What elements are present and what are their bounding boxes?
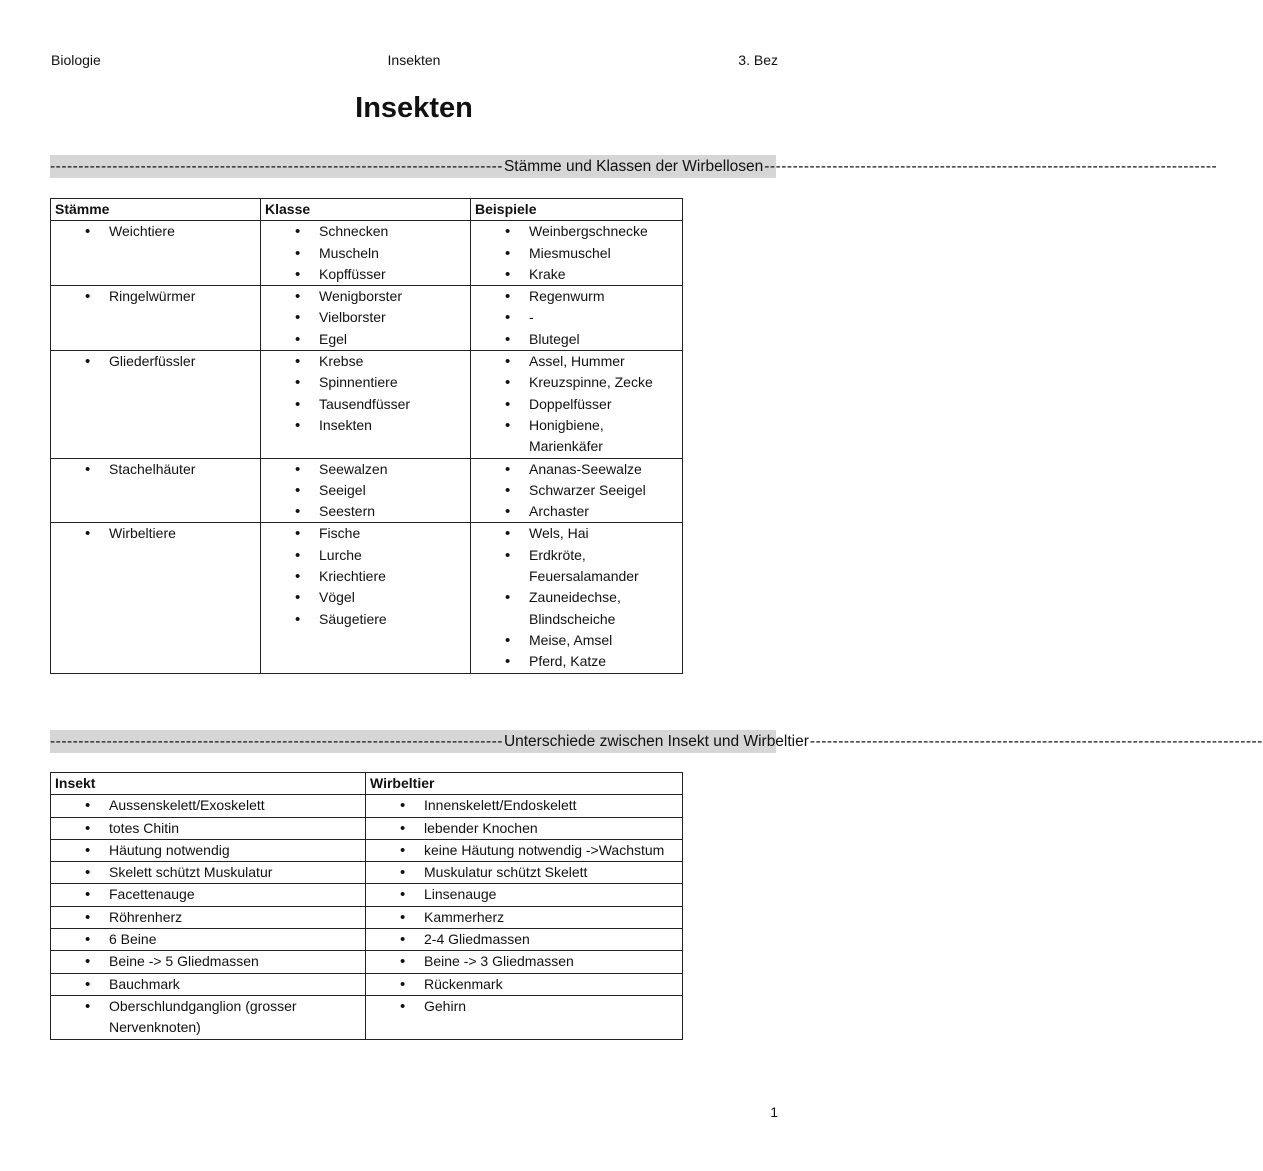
- header-topic: Insekten: [387, 52, 441, 68]
- bullet-list: [370, 840, 678, 861]
- list-item: • Vielborster: [265, 307, 466, 328]
- list-item: • Bauchmark: [55, 974, 361, 995]
- bullet-list: [55, 974, 361, 995]
- table-row: [51, 817, 683, 839]
- example-cell: [471, 458, 683, 523]
- phylum-cell: [51, 351, 261, 458]
- bullet-list: [475, 351, 678, 457]
- insect-cell: [51, 929, 366, 951]
- column-header: Stämme: [51, 199, 261, 221]
- list-item: • Gliederfüssler: [55, 351, 256, 372]
- bullet-list: [55, 929, 361, 950]
- list-item: • Oberschlundganglion (grosser Nervenknoten): [55, 996, 361, 1039]
- table-row: [51, 286, 683, 351]
- table-row: [51, 839, 683, 861]
- phylum-cell: [51, 523, 261, 673]
- section-heading-text: Stämme und Klassen der Wirbellosen: [503, 158, 764, 175]
- bullet-list: [475, 286, 678, 350]
- insect-cell: [51, 973, 366, 995]
- comparison-table: [50, 772, 683, 1040]
- header-class: 3. Bez: [738, 52, 778, 68]
- table-row: [51, 906, 683, 928]
- table-header-row: [51, 199, 683, 221]
- list-item: • Insekten: [265, 415, 466, 436]
- list-item: • Pferd, Katze: [475, 651, 678, 672]
- table-header-row: [51, 773, 683, 795]
- bullet-list: [370, 974, 678, 995]
- list-item: • Archaster: [475, 501, 678, 522]
- table-row: [51, 221, 683, 286]
- vertebrate-cell: [366, 862, 683, 884]
- vertebrate-cell: [366, 795, 683, 817]
- list-item: • Ringelwürmer: [55, 286, 256, 307]
- bullet-list: [475, 459, 678, 523]
- list-item: • totes Chitin: [55, 818, 361, 839]
- bullet-list: [55, 221, 256, 242]
- bullet-list: [265, 351, 466, 436]
- list-item: • Weichtiere: [55, 221, 256, 242]
- list-item: • Miesmuschel: [475, 243, 678, 264]
- bullet-list: [265, 221, 466, 285]
- list-item: • Muscheln: [265, 243, 466, 264]
- list-item: • Wels, Hai: [475, 523, 678, 544]
- list-item: • Wenigborster: [265, 286, 466, 307]
- dash-rule: --------------------------------------------------------------------------------: [764, 158, 1218, 175]
- insect-cell: [51, 862, 366, 884]
- bullet-list: [475, 523, 678, 672]
- phylum-cell: [51, 458, 261, 523]
- dash-rule: --------------------------------------------------------------------------------: [50, 733, 503, 750]
- insect-cell: [51, 995, 366, 1039]
- bullet-list: [55, 884, 361, 905]
- list-item: • Doppelfüsser: [475, 394, 678, 415]
- list-item: • -: [475, 307, 678, 328]
- class-cell: [261, 351, 471, 458]
- insect-cell: [51, 884, 366, 906]
- list-item: • Häutung notwendig: [55, 840, 361, 861]
- list-item: • Gehirn: [370, 996, 678, 1017]
- table-row: [51, 951, 683, 973]
- vertebrate-cell: [366, 929, 683, 951]
- list-item: • Wirbeltiere: [55, 523, 256, 544]
- bullet-list: [370, 818, 678, 839]
- list-item: • Stachelhäuter: [55, 459, 256, 480]
- list-item: • Innenskelett/Endoskelett: [370, 795, 678, 816]
- class-cell: [261, 221, 471, 286]
- bullet-list: [55, 951, 361, 972]
- bullet-list: [370, 929, 678, 950]
- bullet-list: [55, 840, 361, 861]
- list-item: • Kopffüsser: [265, 264, 466, 285]
- column-header: Insekt: [51, 773, 366, 795]
- bullet-list: [265, 286, 466, 350]
- list-item: • Ananas-Seewalze: [475, 459, 678, 480]
- vertebrate-cell: [366, 884, 683, 906]
- vertebrate-cell: [366, 951, 683, 973]
- bullet-list: [370, 862, 678, 883]
- bullet-list: [55, 459, 256, 480]
- table-row: [51, 795, 683, 817]
- list-item: • Kriechtiere: [265, 566, 466, 587]
- bullet-list: [370, 996, 678, 1017]
- dash-rule: --------------------------------------------------------------------------------: [809, 733, 1263, 750]
- list-item: • Erdkröte, Feuersalamander: [475, 545, 678, 588]
- bullet-list: [370, 951, 678, 972]
- list-item: • Kreuzspinne, Zecke: [475, 372, 678, 393]
- table-row: [51, 351, 683, 458]
- list-item: • Honigbiene, Marienkäfer: [475, 415, 678, 458]
- table-row: [51, 523, 683, 673]
- table-row: [51, 884, 683, 906]
- class-cell: [261, 523, 471, 673]
- list-item: • Facettenauge: [55, 884, 361, 905]
- example-cell: [471, 523, 683, 673]
- header-subject: Biologie: [51, 52, 101, 68]
- list-item: • Lurche: [265, 545, 466, 566]
- bullet-list: [265, 459, 466, 523]
- list-item: • Krake: [475, 264, 678, 285]
- bullet-list: [370, 907, 678, 928]
- list-item: • Schnecken: [265, 221, 466, 242]
- vertebrate-cell: [366, 817, 683, 839]
- table-row: [51, 973, 683, 995]
- table-row: [51, 929, 683, 951]
- bullet-list: [475, 221, 678, 285]
- list-item: • Säugetiere: [265, 609, 466, 630]
- bullet-list: [370, 795, 678, 816]
- insect-cell: [51, 839, 366, 861]
- list-item: • Seeigel: [265, 480, 466, 501]
- example-cell: [471, 286, 683, 351]
- list-item: • Skelett schützt Muskulatur: [55, 862, 361, 883]
- class-cell: [261, 458, 471, 523]
- list-item: • lebender Knochen: [370, 818, 678, 839]
- section-heading-2: [50, 730, 1263, 753]
- list-item: • Tausendfüsser: [265, 394, 466, 415]
- bullet-list: [55, 795, 361, 816]
- bullet-list: [370, 884, 678, 905]
- list-item: • Spinnentiere: [265, 372, 466, 393]
- section-heading-text: Unterschiede zwischen Insekt und Wirbeltier: [503, 733, 809, 750]
- list-item: • Linsenauge: [370, 884, 678, 905]
- list-item: • Seewalzen: [265, 459, 466, 480]
- list-item: • Zauneidechse, Blindscheiche: [475, 587, 678, 630]
- list-item: • Fische: [265, 523, 466, 544]
- example-cell: [471, 351, 683, 458]
- list-item: • 6 Beine: [55, 929, 361, 950]
- list-item: • keine Häutung notwendig ->Wachstum: [370, 840, 678, 861]
- bullet-list: [55, 907, 361, 928]
- list-item: • Regenwurm: [475, 286, 678, 307]
- list-item: • Blutegel: [475, 329, 678, 350]
- bullet-list: [55, 523, 256, 544]
- list-item: • Assel, Hummer: [475, 351, 678, 372]
- list-item: • Meise, Amsel: [475, 630, 678, 651]
- list-item: • Aussenskelett/Exoskelett: [55, 795, 361, 816]
- dash-rule: --------------------------------------------------------------------------------: [50, 158, 503, 175]
- list-item: • Schwarzer Seeigel: [475, 480, 678, 501]
- list-item: • Egel: [265, 329, 466, 350]
- vertebrate-cell: [366, 839, 683, 861]
- example-cell: [471, 221, 683, 286]
- column-header: Wirbeltier: [366, 773, 683, 795]
- class-cell: [261, 286, 471, 351]
- vertebrate-cell: [366, 995, 683, 1039]
- table-row: [51, 995, 683, 1039]
- list-item: • Kammerherz: [370, 907, 678, 928]
- table-row: [51, 862, 683, 884]
- phylum-cell: [51, 286, 261, 351]
- bullet-list: [265, 523, 466, 629]
- bullet-list: [55, 996, 361, 1039]
- list-item: • 2-4 Gliedmassen: [370, 929, 678, 950]
- bullet-list: [55, 862, 361, 883]
- table-row: [51, 458, 683, 523]
- insect-cell: [51, 795, 366, 817]
- bullet-list: [55, 286, 256, 307]
- insect-cell: [51, 906, 366, 928]
- list-item: • Beine -> 3 Gliedmassen: [370, 951, 678, 972]
- list-item: • Weinbergschnecke: [475, 221, 678, 242]
- phyla-table: [50, 198, 683, 674]
- insect-cell: [51, 951, 366, 973]
- page-number: 1: [770, 1104, 778, 1120]
- section-heading-1: [50, 155, 1218, 178]
- vertebrate-cell: [366, 906, 683, 928]
- list-item: • Rückenmark: [370, 974, 678, 995]
- column-header: Klasse: [261, 199, 471, 221]
- column-header: Beispiele: [471, 199, 683, 221]
- bullet-list: [55, 818, 361, 839]
- vertebrate-cell: [366, 973, 683, 995]
- page-title: Insekten: [355, 92, 473, 124]
- list-item: • Muskulatur schützt Skelett: [370, 862, 678, 883]
- list-item: • Krebse: [265, 351, 466, 372]
- list-item: • Vögel: [265, 587, 466, 608]
- phylum-cell: [51, 221, 261, 286]
- list-item: • Röhrenherz: [55, 907, 361, 928]
- list-item: • Seestern: [265, 501, 466, 522]
- bullet-list: [55, 351, 256, 372]
- insect-cell: [51, 817, 366, 839]
- list-item: • Beine -> 5 Gliedmassen: [55, 951, 361, 972]
